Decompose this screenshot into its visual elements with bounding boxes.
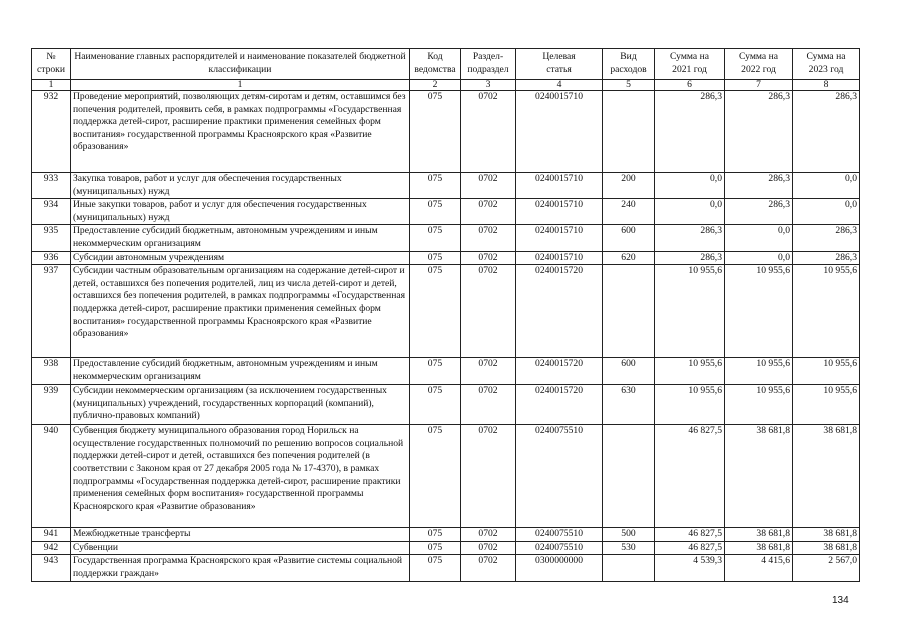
row-target: 0300000000 bbox=[516, 555, 603, 581]
row-line-no: 941 bbox=[32, 528, 71, 542]
row-sum-2022: 38 681,8 bbox=[725, 528, 793, 542]
table-row bbox=[32, 425, 860, 528]
row-expense-type: 630 bbox=[603, 385, 655, 425]
table-row bbox=[32, 225, 860, 251]
row-sum-2021: 46 827,5 bbox=[655, 541, 725, 555]
row-target: 0240015710 bbox=[516, 225, 603, 251]
row-section: 0702 bbox=[461, 91, 516, 173]
column-number: 6 bbox=[655, 80, 725, 91]
table-row bbox=[32, 91, 860, 173]
row-dept-code: 075 bbox=[410, 265, 461, 358]
row-dept-code: 075 bbox=[410, 528, 461, 542]
row-sum-2023: 38 681,8 bbox=[793, 528, 860, 542]
row-line-no: 937 bbox=[32, 265, 71, 358]
row-dept-code: 075 bbox=[410, 555, 461, 581]
row-sum-2021: 10 955,6 bbox=[655, 265, 725, 358]
row-sum-2022: 10 955,6 bbox=[725, 385, 793, 425]
budget-table bbox=[31, 48, 860, 582]
row-sum-2022: 0,0 bbox=[725, 251, 793, 265]
row-sum-2021: 0,0 bbox=[655, 199, 725, 225]
row-sum-2023: 2 567,0 bbox=[793, 555, 860, 581]
table-row bbox=[32, 173, 860, 199]
row-sum-2021: 46 827,5 bbox=[655, 425, 725, 528]
table-row bbox=[32, 358, 860, 385]
table-row bbox=[32, 385, 860, 425]
row-expense-type: 240 bbox=[603, 199, 655, 225]
row-line-no: 936 bbox=[32, 251, 71, 265]
row-section: 0702 bbox=[461, 425, 516, 528]
row-line-no: 935 bbox=[32, 225, 71, 251]
row-sum-2022: 38 681,8 bbox=[725, 425, 793, 528]
row-section: 0702 bbox=[461, 199, 516, 225]
row-dept-code: 075 bbox=[410, 358, 461, 385]
table-row bbox=[32, 251, 860, 265]
row-expense-type: 620 bbox=[603, 251, 655, 265]
row-sum-2022: 4 415,6 bbox=[725, 555, 793, 581]
row-section: 0702 bbox=[461, 385, 516, 425]
row-sum-2021: 46 827,5 bbox=[655, 528, 725, 542]
row-line-no: 943 bbox=[32, 555, 71, 581]
row-target: 0240075510 bbox=[516, 541, 603, 555]
header-line-no: № строки bbox=[32, 49, 71, 80]
row-dept-code: 075 bbox=[410, 385, 461, 425]
row-section: 0702 bbox=[461, 528, 516, 542]
row-sum-2021: 286,3 bbox=[655, 251, 725, 265]
row-sum-2023: 286,3 bbox=[793, 225, 860, 251]
row-expense-type: 530 bbox=[603, 541, 655, 555]
row-line-no: 938 bbox=[32, 358, 71, 385]
row-name: Субвенция бюджету муниципального образования город Норильск на осуществление государственных полномочий по решению вопросов социальной поддержки детей-сирот и детей, оставшихся без попечения родителей (в соответствии с Законом края от 27 декабря 2005 года № 17-4370), в рамках подпрограммы «Государственная поддержка детей-сирот, расширение практики применения семейных форм воспитания» государственной программы Красноярского края «Развитие образования» bbox=[71, 425, 410, 528]
row-name: Государственная программа Красноярского края «Развитие системы социальной поддержки граждан» bbox=[71, 555, 410, 581]
table-row bbox=[32, 528, 860, 542]
row-target: 0240015720 bbox=[516, 358, 603, 385]
row-section: 0702 bbox=[461, 358, 516, 385]
row-sum-2022: 286,3 bbox=[725, 173, 793, 199]
header-sum-2022: Сумма на 2022 год bbox=[725, 49, 793, 80]
row-target: 0240015720 bbox=[516, 265, 603, 358]
header-sum-2023: Сумма на 2023 год bbox=[793, 49, 860, 80]
row-section: 0702 bbox=[461, 225, 516, 251]
row-sum-2021: 286,3 bbox=[655, 91, 725, 173]
column-number: 4 bbox=[516, 80, 603, 91]
header-name: Наименование главных распорядителей и наименование показателей бюджетной классификации bbox=[71, 49, 410, 80]
row-dept-code: 075 bbox=[410, 91, 461, 173]
row-expense-type bbox=[603, 425, 655, 528]
header-sum-2021: Сумма на 2021 год bbox=[655, 49, 725, 80]
row-sum-2023: 10 955,6 bbox=[793, 265, 860, 358]
page-number: 134 bbox=[832, 595, 849, 606]
row-dept-code: 075 bbox=[410, 541, 461, 555]
row-target: 0240015710 bbox=[516, 91, 603, 173]
row-sum-2021: 4 539,3 bbox=[655, 555, 725, 581]
row-name: Предоставление субсидий бюджетным, автономным учреждениям и иным некоммерческим организациям bbox=[71, 358, 410, 385]
column-number: 2 bbox=[410, 80, 461, 91]
table-row bbox=[32, 555, 860, 581]
row-name: Межбюджетные трансферты bbox=[71, 528, 410, 542]
column-number: 5 bbox=[603, 80, 655, 91]
header-target: Целевая статья bbox=[516, 49, 603, 80]
row-sum-2021: 0,0 bbox=[655, 173, 725, 199]
row-target: 0240015710 bbox=[516, 251, 603, 265]
row-name: Проведение мероприятий, позволяющих детям-сиротам и детям, оставшимся без попечения родителей, проявить себя, в рамках подпрограммы «Государственная поддержка детей-сирот, расширение практики применения семейных форм воспитания» государственной программы Красноярского края «Развитие образования» bbox=[71, 91, 410, 173]
column-number: 7 bbox=[725, 80, 793, 91]
row-target: 0240075510 bbox=[516, 425, 603, 528]
row-section: 0702 bbox=[461, 251, 516, 265]
row-sum-2022: 10 955,6 bbox=[725, 358, 793, 385]
column-number: 3 bbox=[461, 80, 516, 91]
table-body bbox=[32, 91, 860, 582]
row-sum-2023: 10 955,6 bbox=[793, 358, 860, 385]
table-row bbox=[32, 541, 860, 555]
row-dept-code: 075 bbox=[410, 425, 461, 528]
row-name: Закупка товаров, работ и услуг для обеспечения государственных (муниципальных) нужд bbox=[71, 173, 410, 199]
row-sum-2022: 286,3 bbox=[725, 91, 793, 173]
row-line-no: 942 bbox=[32, 541, 71, 555]
row-expense-type bbox=[603, 555, 655, 581]
row-target: 0240015710 bbox=[516, 199, 603, 225]
row-sum-2023: 286,3 bbox=[793, 91, 860, 173]
row-name: Предоставление субсидий бюджетным, автономным учреждениям и иным некоммерческим организациям bbox=[71, 225, 410, 251]
row-expense-type: 200 bbox=[603, 173, 655, 199]
row-target: 0240015710 bbox=[516, 173, 603, 199]
row-section: 0702 bbox=[461, 265, 516, 358]
table-row bbox=[32, 265, 860, 358]
row-sum-2021: 10 955,6 bbox=[655, 358, 725, 385]
row-expense-type: 600 bbox=[603, 225, 655, 251]
row-dept-code: 075 bbox=[410, 199, 461, 225]
row-expense-type: 600 bbox=[603, 358, 655, 385]
header-section: Раздел- подраздел bbox=[461, 49, 516, 80]
row-line-no: 933 bbox=[32, 173, 71, 199]
row-expense-type: 500 bbox=[603, 528, 655, 542]
row-sum-2023: 10 955,6 bbox=[793, 385, 860, 425]
row-line-no: 932 bbox=[32, 91, 71, 173]
row-name: Субсидии автономным учреждениям bbox=[71, 251, 410, 265]
row-sum-2023: 38 681,8 bbox=[793, 541, 860, 555]
row-line-no: 940 bbox=[32, 425, 71, 528]
column-number: 1 bbox=[71, 80, 410, 91]
row-line-no: 934 bbox=[32, 199, 71, 225]
row-dept-code: 075 bbox=[410, 251, 461, 265]
row-sum-2023: 0,0 bbox=[793, 199, 860, 225]
row-name: Субсидии некоммерческим организациям (за исключением государственных (муниципальных) учреждений, государственных корпораций (компаний), публично-правовых компаний) bbox=[71, 385, 410, 425]
row-sum-2023: 0,0 bbox=[793, 173, 860, 199]
row-sum-2021: 286,3 bbox=[655, 225, 725, 251]
column-number: 1 bbox=[32, 80, 71, 91]
row-dept-code: 075 bbox=[410, 173, 461, 199]
row-section: 0702 bbox=[461, 555, 516, 581]
row-sum-2022: 38 681,8 bbox=[725, 541, 793, 555]
row-expense-type bbox=[603, 91, 655, 173]
row-sum-2021: 10 955,6 bbox=[655, 385, 725, 425]
row-section: 0702 bbox=[461, 541, 516, 555]
column-number: 8 bbox=[793, 80, 860, 91]
row-target: 0240075510 bbox=[516, 528, 603, 542]
row-target: 0240015720 bbox=[516, 385, 603, 425]
table-header bbox=[32, 49, 860, 91]
row-name: Иные закупки товаров, работ и услуг для обеспечения государственных (муниципальных) нужд bbox=[71, 199, 410, 225]
row-sum-2022: 0,0 bbox=[725, 225, 793, 251]
row-sum-2023: 38 681,8 bbox=[793, 425, 860, 528]
row-dept-code: 075 bbox=[410, 225, 461, 251]
row-name: Субвенции bbox=[71, 541, 410, 555]
row-section: 0702 bbox=[461, 173, 516, 199]
row-line-no: 939 bbox=[32, 385, 71, 425]
table-row bbox=[32, 199, 860, 225]
row-sum-2022: 286,3 bbox=[725, 199, 793, 225]
header-expense-type: Вид расходов bbox=[603, 49, 655, 80]
row-sum-2023: 286,3 bbox=[793, 251, 860, 265]
header-dept-code: Код ведомства bbox=[410, 49, 461, 80]
row-expense-type bbox=[603, 265, 655, 358]
row-sum-2022: 10 955,6 bbox=[725, 265, 793, 358]
row-name: Субсидии частным образовательным организациям на содержание детей-сирот и детей, оставшихся без попечения родителей, лиц из числа детей-сирот и детей, оставшихся без попечения родителей, в рамках подпрограммы «Государственная поддержка детей-сирот, расширение практики применения семейных форм воспитания» государственной программы Красноярского края «Развитие образования» bbox=[71, 265, 410, 358]
